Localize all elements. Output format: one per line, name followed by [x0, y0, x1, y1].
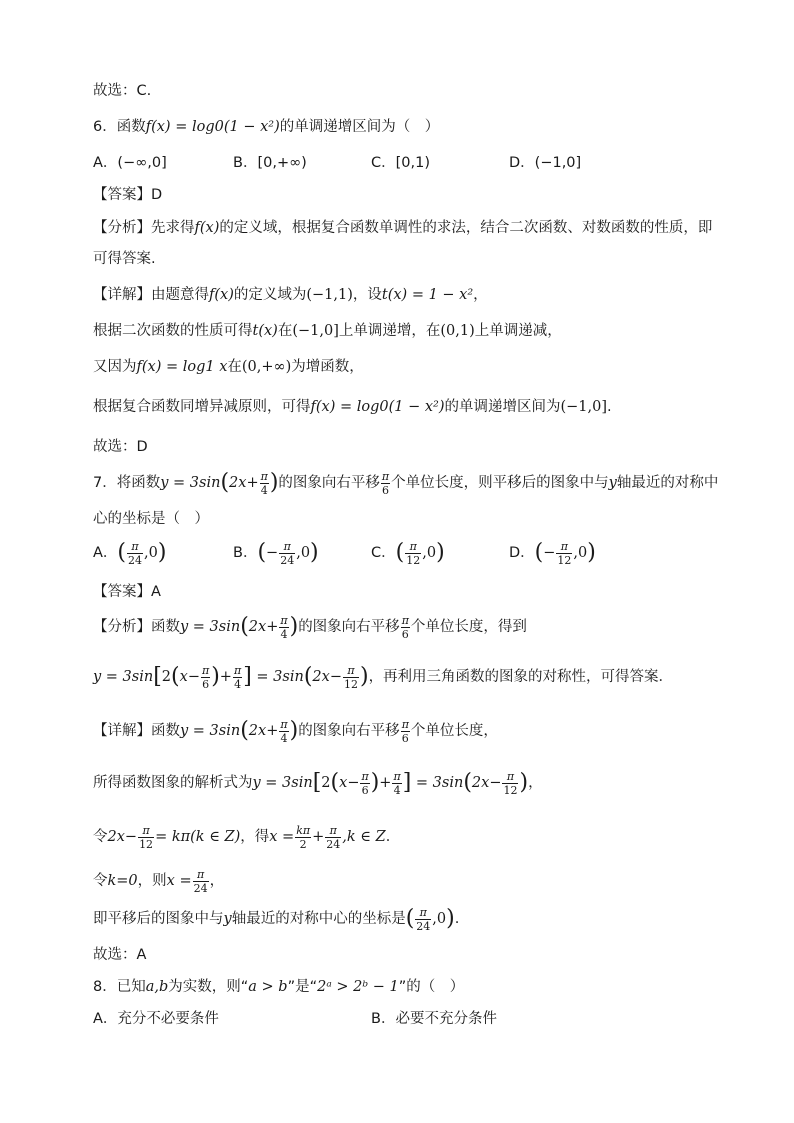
q8-stem: 8．已知a,b为实数，则“a > b”是“2ᵃ > 2ᵇ − 1”的（ ）	[93, 979, 465, 995]
q7-detail-line5: 即平移后的图象中与y轴最近的对称中心的坐标是( $\frac{\pi}{24}$ ,0).	[93, 905, 460, 933]
q6-analysis-line1: 【分析】先求得f(x)的定义域，根据复合函数单调性的求法，结合二次函数、对数函数的性质，即	[93, 220, 713, 236]
q6-option-a: A．(−∞,0]	[93, 155, 167, 171]
q6-formula: f(x) = log0(1 − x²)	[145, 119, 280, 135]
q6-detail-line3: 又因为f(x) = log1 x在(0,+∞)为增函数，	[93, 359, 364, 375]
q7-stem-line1: 7．将函数y = 3sin(2x+ $\frac{\pi}{4}$ )的图象向右平移 $\frac{\pi}{6}$ 个单位长度，则平移后的图象中与y轴最近的对称中	[93, 469, 719, 497]
q7-detail-line1: 【详解】函数y = 3sin(2x+ $\frac{\pi}{4}$ )的图象向右平移 $\frac{\pi}{6}$ 个单位长度，	[93, 717, 498, 745]
q7-stem-line2: 心的坐标是（ ）	[93, 511, 209, 527]
q8-option-b: B．必要不充分条件	[371, 1011, 497, 1027]
q6-option-b: B．[0,+∞)	[233, 155, 307, 171]
q7-detail-line4: 令k=0，则x = $\frac{\pi}{24}$ ，	[93, 867, 225, 895]
q5-end: 故选：C.	[93, 83, 152, 99]
q6-detail-line2: 根据二次函数的性质可得t(x)在(−1,0]上单调递增，在(0,1)上单调递减，	[93, 323, 562, 339]
q7-option-a: A．( $\frac{\pi}{24}$ ,0)	[93, 539, 167, 567]
q6-answer: 【答案】D	[93, 187, 163, 203]
q7-end: 故选：A	[93, 947, 147, 963]
q6-stem: 6．函数f(x) = log0(1 − x²)的单调递增区间为（ ）	[93, 119, 440, 135]
q6-end: 故选：D	[93, 439, 148, 455]
q6-option-d: D．(−1,0]	[509, 155, 582, 171]
q6-option-c: C．[0,1)	[371, 155, 430, 171]
q7-option-d: D．(− $\frac{\pi}{12}$ ,0)	[509, 539, 596, 567]
q8-option-a: A．充分不必要条件	[93, 1011, 219, 1027]
q7-detail-line3: 令2x− $\frac{\pi}{12}$ = kπ(k ∈ Z)，得x = $\frac{k\pi}{2}$ + $\frac{\pi}{24}$ ,k ∈ Z．	[93, 823, 401, 851]
q7-analysis-line2: y = 3sin[2(x− $\frac{\pi}{6}$ )+ $\frac{\pi}{4}$ ] = 3sin(2x− $\frac{\pi}{12}$ )，再利用三角函数的图象的对称性，可得答案．	[93, 663, 674, 691]
q6-analysis-line2: 可得答案.	[93, 251, 156, 267]
q6-detail-line4: 根据复合函数同增异减原则，可得f(x) = log0(1 − x²)的单调递增区间为(−1,0].	[93, 399, 612, 415]
q6-detail-line1: 【详解】由题意得f(x)的定义域为(−1,1)，设t(x) = 1 − x²，	[93, 287, 488, 303]
q7-option-c: C．( $\frac{\pi}{12}$ ,0)	[371, 539, 445, 567]
q7-analysis-line1: 【分析】函数y = 3sin(2x+ $\frac{\pi}{4}$ )的图象向右平移 $\frac{\pi}{6}$ 个单位长度，得到	[93, 613, 527, 641]
q7-option-b: B．(− $\frac{\pi}{24}$ ,0)	[233, 539, 319, 567]
q7-answer: 【答案】A	[93, 584, 161, 600]
q7-detail-line2: 所得函数图象的解析式为y = 3sin[2(x− $\frac{\pi}{6}$ )+ $\frac{\pi}{4}$ ] = 3sin(2x− $\frac{\pi}{12}$ )，	[93, 769, 543, 797]
